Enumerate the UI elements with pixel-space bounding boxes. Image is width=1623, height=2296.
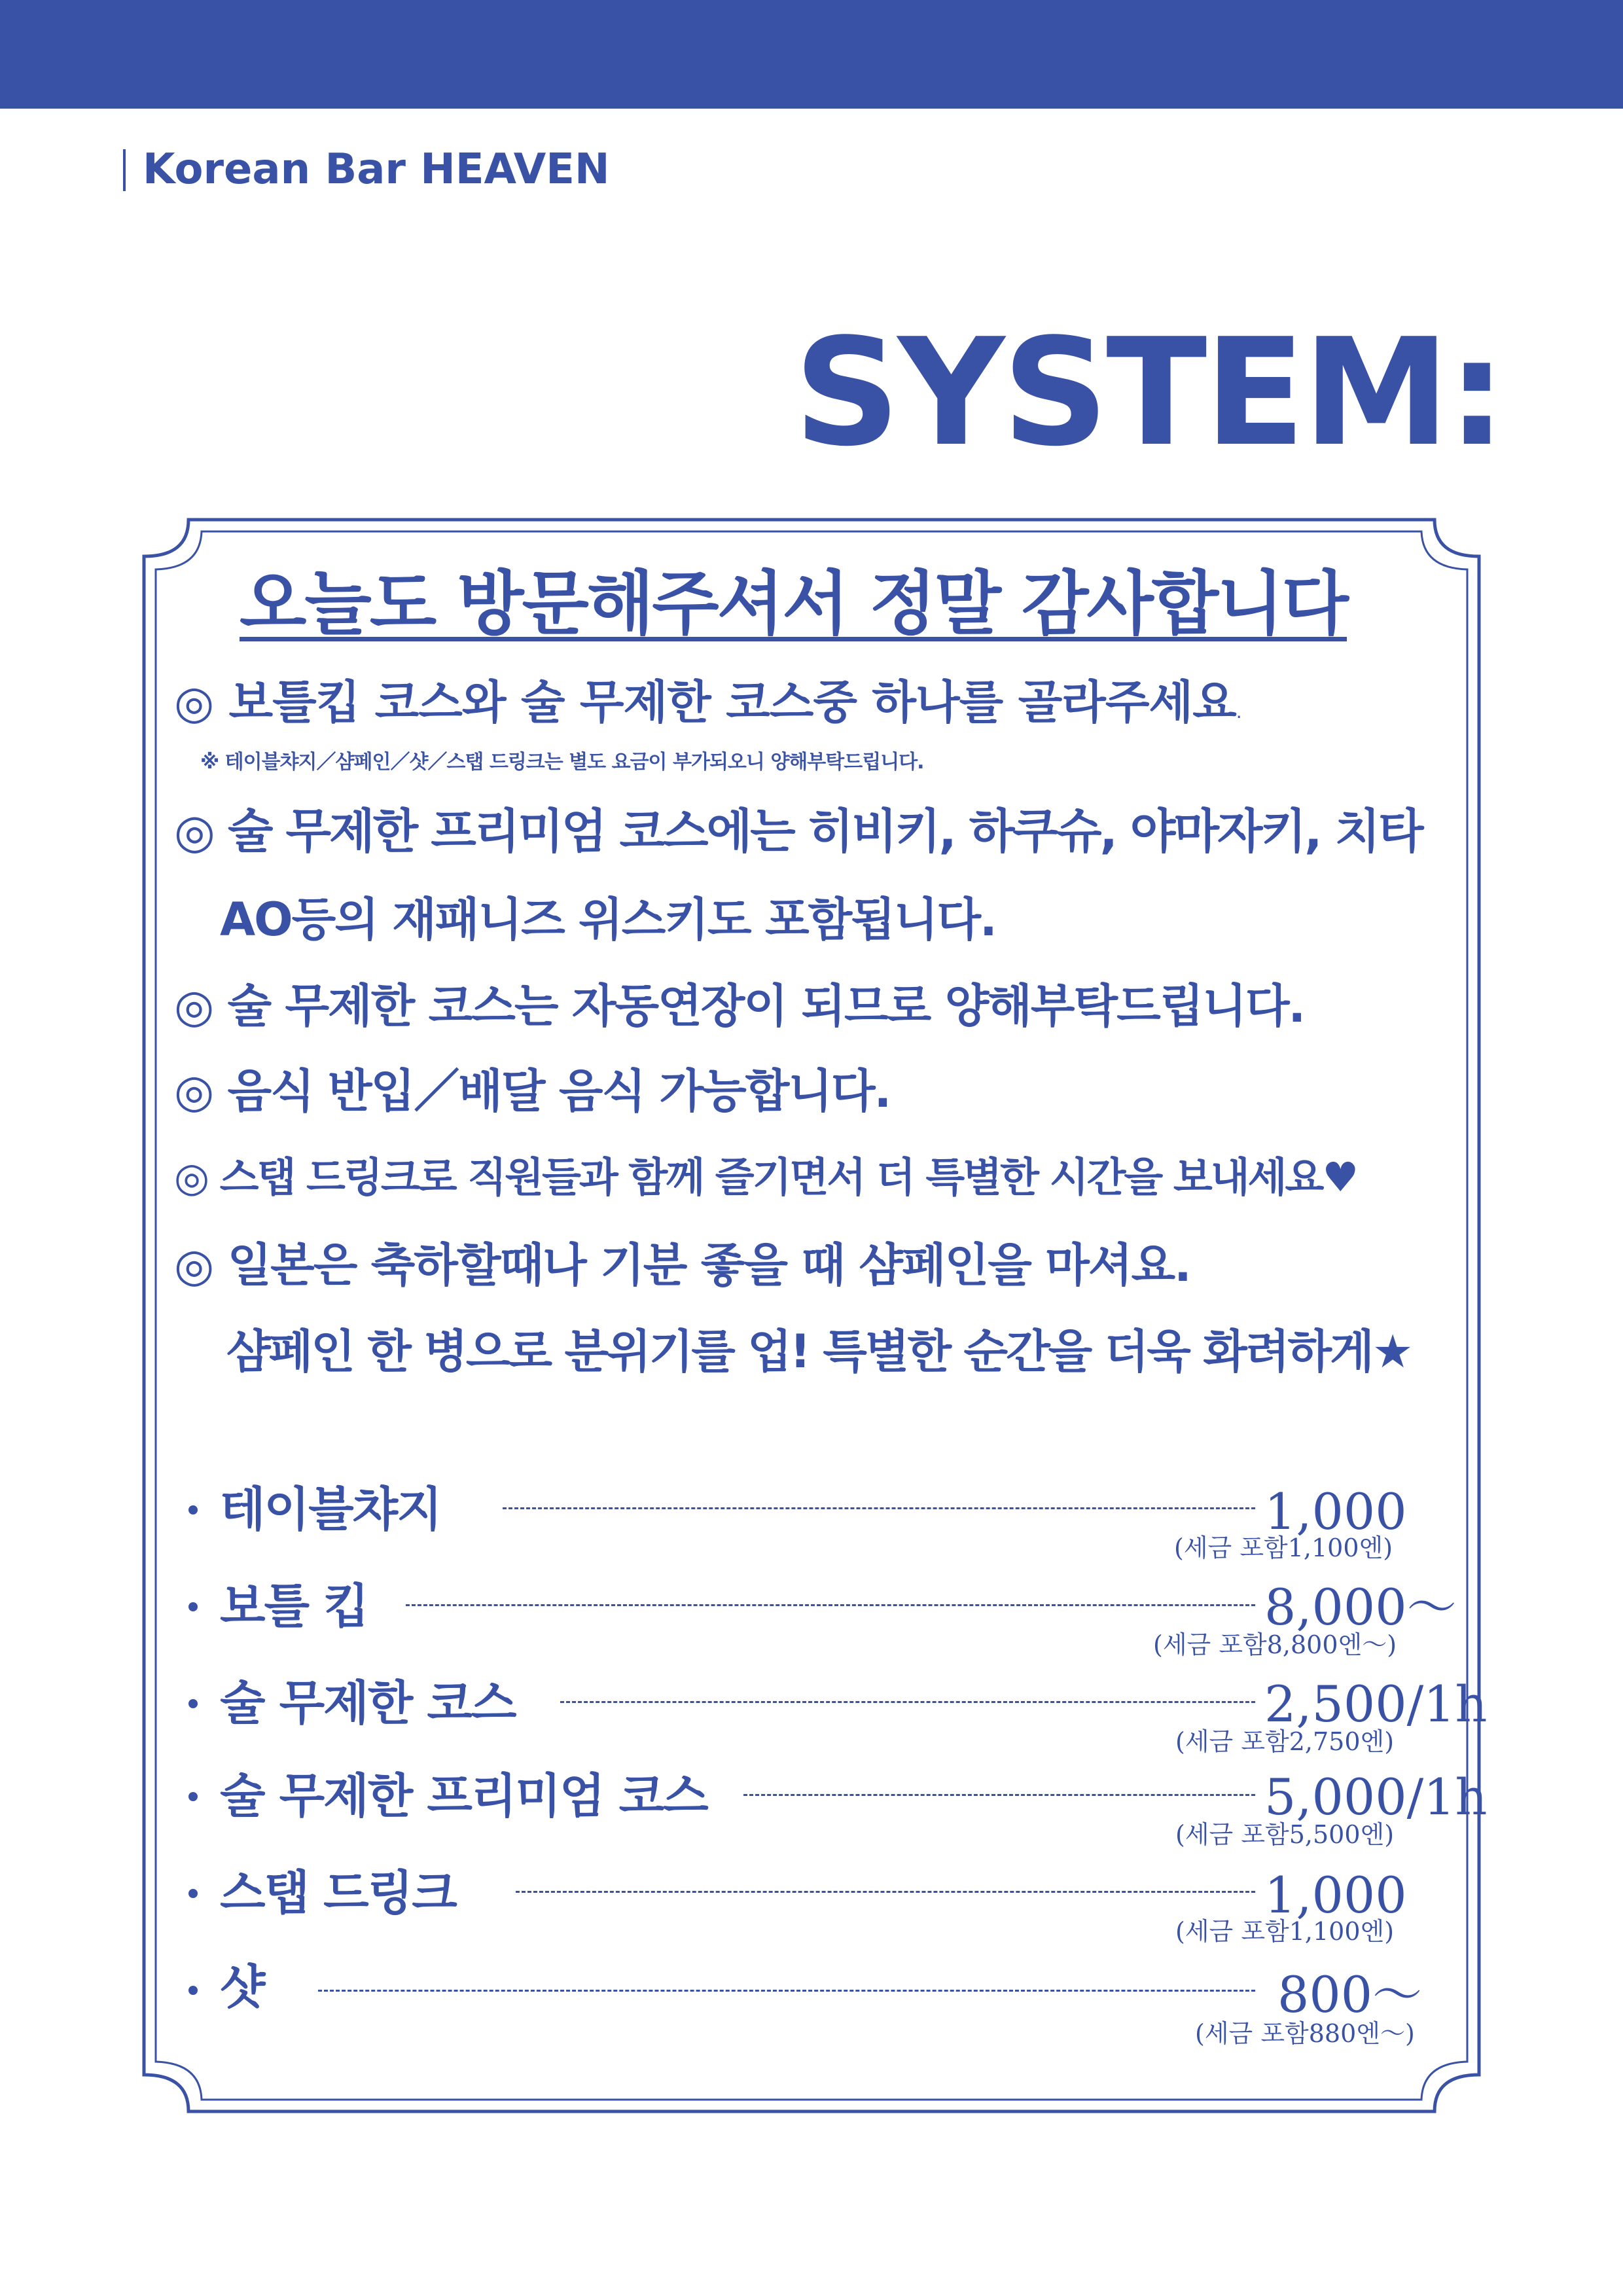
price-value: 1,000	[1264, 1866, 1407, 1924]
price-item-name: 술 무제한 프리미엄 코스	[220, 1768, 707, 1823]
notice-line-premium-course-cont: AO등의 재패니즈 위스키도 포함됩니다.	[220, 893, 996, 946]
price-value: 5,000/1h	[1264, 1768, 1488, 1826]
bullet	[188, 1602, 198, 1611]
price-tax-included: (세금 포함5,500엔)	[1175, 1820, 1395, 1849]
price-tax-included: (세금 포함2,750엔)	[1175, 1727, 1395, 1756]
price-item-name: 술 무제한 코스	[220, 1676, 516, 1731]
bullet	[188, 1699, 198, 1708]
price-tax-included: (세금 포함1,100엔)	[1174, 1534, 1393, 1562]
extra-charge-note: ※ 테이블챠지／샴페인／샷／스탭 드링크는 별도 요금이 부가되오니 양해부탁드립니다.	[200, 751, 924, 774]
notice-line-champagne: ◎ 일본은 축하할때나 기분 좋을 때 샴페인을 마셔요.	[174, 1238, 1190, 1292]
dot-leader	[503, 1507, 1255, 1509]
bullet	[188, 1505, 198, 1515]
bullet	[188, 1792, 198, 1801]
notice-line-champagne-cont: 샴페인 한 병으로 분위기를 업! 특별한 순간을 더욱 화려하게★	[226, 1325, 1412, 1378]
bullet	[188, 1889, 198, 1898]
price-value: 2,500/1h	[1264, 1675, 1488, 1733]
dot-leader	[516, 1891, 1255, 1893]
price-value: 8,000～	[1264, 1578, 1457, 1636]
price-tax-included: (세금 포함880엔～)	[1195, 2019, 1415, 2048]
dot-leader	[406, 1604, 1255, 1606]
brand-divider	[123, 149, 126, 191]
notice-line-premium-course: ◎ 술 무제한 프리미엄 코스에는 히비키, 하쿠슈, 야마자키, 치타	[174, 804, 1422, 859]
price-tax-included: (세금 포함1,100엔)	[1175, 1917, 1395, 1946]
notice-line-staff-drink: ◎ 스탭 드링크로 직원들과 함께 즐기면서 더 특별한 시간을 보내세요♥	[174, 1153, 1357, 1201]
notice-line-food: ◎ 음식 반입／배달 음식 가능합니다.	[174, 1064, 891, 1118]
price-item-name: 스탭 드링크	[220, 1865, 456, 1920]
price-value: 800～	[1277, 1965, 1423, 2024]
notice-line-course-choice-period: .	[1236, 701, 1241, 723]
notice-line-auto-extension: ◎ 술 무제한 코스는 자동연장이 되므로 양해부탁드립니다.	[174, 979, 1305, 1033]
price-item-name: 샷	[220, 1960, 264, 2015]
price-item-name: 보틀 킵	[220, 1579, 368, 1634]
price-tax-included: (세금 포함8,800엔～)	[1153, 1630, 1397, 1659]
dot-leader	[318, 1990, 1255, 1992]
brand-name: Korean Bar HEAVEN	[143, 145, 610, 194]
welcome-headline: 오늘도 방문해주셔서 정말 감사합니다	[240, 564, 1347, 644]
top-banner	[0, 0, 1623, 109]
notice-line-course-choice-text: ◎ 보틀킵 코스와 술 무제한 코스중 하나를 골라주세요	[174, 675, 1236, 729]
price-value: 1,000	[1264, 1482, 1407, 1541]
price-item-name: 테이블챠지	[220, 1482, 441, 1537]
dot-leader	[560, 1701, 1255, 1703]
notice-line-course-choice	[174, 675, 1241, 729]
dot-leader	[743, 1794, 1255, 1796]
bullet	[188, 1986, 198, 1995]
page-title: SYSTEM:	[793, 307, 1504, 479]
